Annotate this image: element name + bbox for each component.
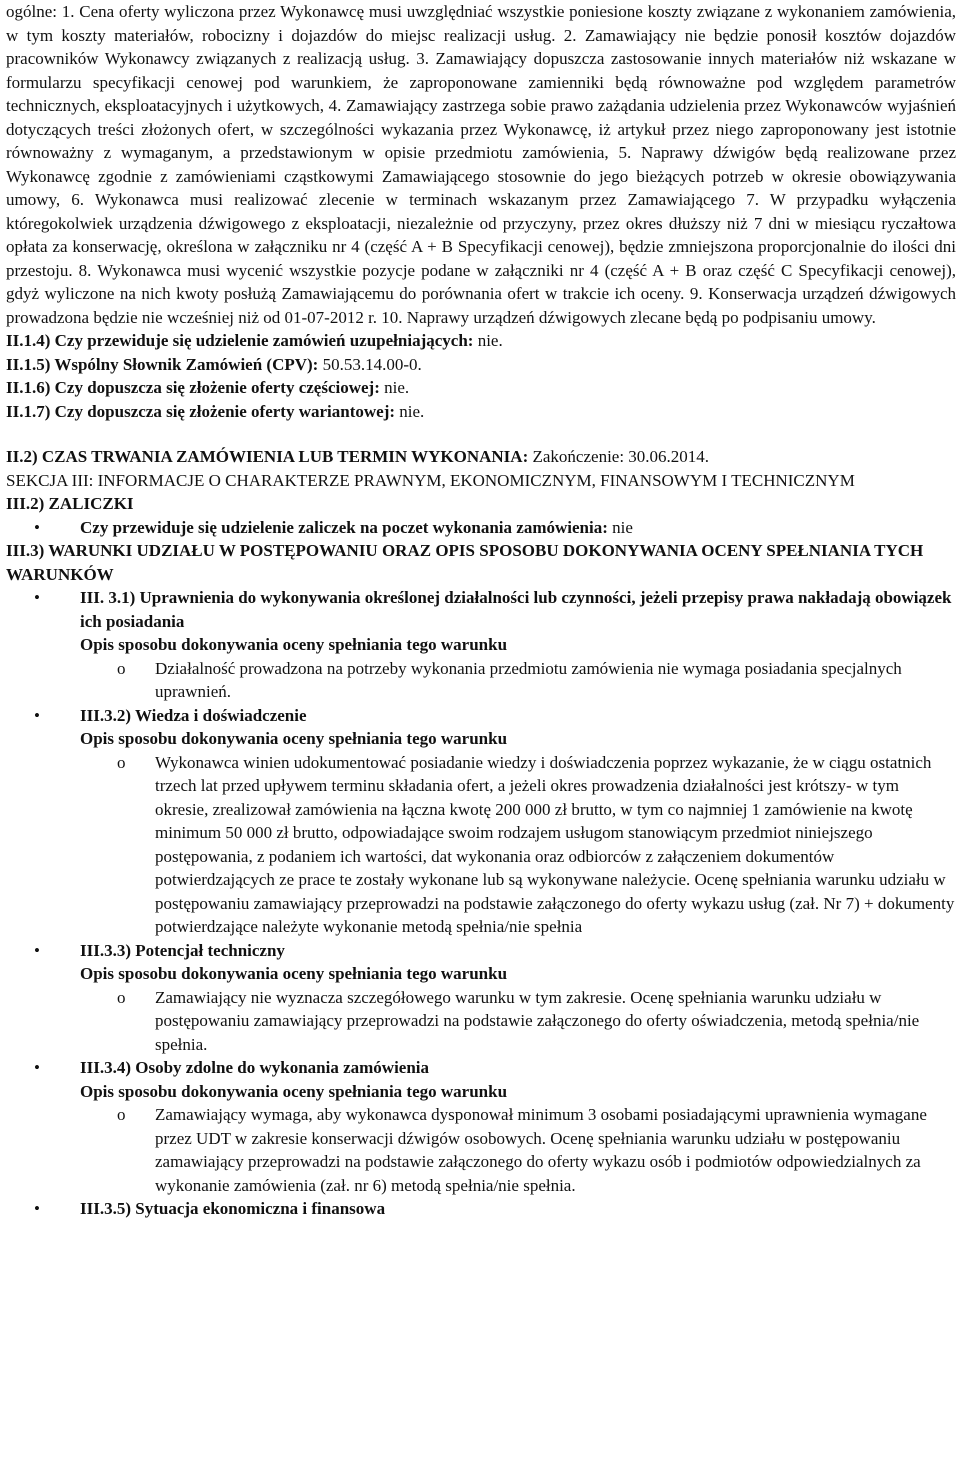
field-cpv (6, 353, 956, 377)
list-item (6, 516, 956, 540)
sub-bullet-marker: o (117, 658, 126, 678)
method-label: Opis sposobu dokonywania oceny spełniania tego warunku (80, 1081, 508, 1101)
field-label: II.1.7) Czy dopuszcza się złożenie oferty wariantowej: (6, 401, 396, 421)
method-label: Opis sposobu dokonywania oceny spełniania tego warunku (80, 964, 508, 983)
list-item (6, 1103, 956, 1197)
condition-item-personnel (6, 1056, 956, 1197)
field-variant-offer (6, 400, 956, 424)
condition-text: Działalność prowadzona na potrzeby wykonania przedmiotu zamówienia nie wymaga posiadania specjalnych uprawnień. (155, 658, 902, 701)
advances-heading: III.2) ZALICZKI (6, 494, 134, 513)
condition-item-permissions (6, 586, 956, 704)
field-supplementary-orders (6, 329, 956, 353)
document-page (6, 0, 956, 1221)
condition-details (80, 986, 956, 1057)
sub-bullet-marker: o (117, 752, 126, 772)
condition-item-technical (6, 939, 956, 1057)
field-value: nie. (473, 331, 503, 350)
intro-paragraph: ogólne: 1. Cena oferty wyliczona przez Wykonawcę musi uwzględniać wszystkie poniesione koszty związane z wykonaniem zamówienia, w tym koszty materiałów, robocizny i dojazdów do miejsc realizacji usług. 2. Zamawiający nie będzie ponosił kosztów dojazdów pracowników Wykonawcy związanych z realizacją usług. 3. Zamawiający dopuszcza zastosowanie innych materiałów niż wskazane w formularzu specyfikacji cenowej pod warunkiem, że zaproponowane zamienniki będą równoważne pod względem parametrów technicznych, eksploatacyjnych i użytkowych, 4. Zamawiający zastrzega sobie prawo zażądania udzielenia przez Wykonawców wyjaśnień dotyczących treści złożonych ofert, w szczególności wykazania przez Wykonawcę, iż artykuł przez niego zaproponowany jest istotnie równoważny z wymaganym, a przedstawionym w opisie przedmiotu zamówienia, 5. Naprawy dźwigów będą realizowane przez Wykonawcę zgodnie z zamówieniami cząstkowymi Zamawiającego stosownie do jego bieżących potrzeb w okresie obowiązywania umowy, 6. Wykonawca musi realizować zlecenie w terminach wskazanym przez Zamawiającego 7. W przypadku wyłączenia któregokolwiek urządzenia dźwigowego z eksploatacji, niezależnie od przyczyny, przez okres dłuższy niż 7 dni w miesiącu ryczałtowa opłata za konserwację, określona w załączniku nr 4 (część A + B Specyfikacji cenowej), będzie zmniejszona proporcjonalnie do ilości dni przestoju. 8. Wykonawca musi wycenić wszystkie pozycje podane w załączniki nr 4 (część A + B oraz część C Specyfikacji cenowej), gdyż wyliczone na nich kwoty posłużą Zamawiającemu do porównania ofert w trakcie ich oceny. 9. Konserwacja urządzeń dźwigowych prowadzona będzie nie wcześniej niż od 01-07-2012 r. 10. Naprawy urządzeń dźwigowych zlecane będą po podpisaniu umowy. (6, 2, 956, 327)
condition-text: Zamawiający nie wyznacza szczegółowego warunku w tym zakresie. Ocenę spełniania warunku udziału w postępowaniu zamawiający przeprowadzi na podstawie załączonego do oferty oświadczenia, metodą spełnia/nie spełnia. (155, 987, 920, 1054)
duration-value: Zakończenie: 30.06.2014. (528, 447, 710, 466)
duration-label: II.2) CZAS TRWANIA ZAMÓWIENIA LUB TERMIN WYKONANIA: (6, 447, 529, 466)
condition-text: Wykonawca winien udokumentować posiadanie wiedzy i doświadczenia poprzez wykazanie, że w ciągu ostatnich trzech lat przed upływem terminu składania ofert, a jeżeli okres prowadzenia działalności jest krótszy- w tym okresie, zrealizował zamówienia na łączna kwotę 200 000 zł brutto, w tym co najmniej 1 zamówienie na kwotę minimum 50 000 zł brutto, odpowiadające swoim rodzajem usługom stanowiącym przedmiot niniejszego postępowania, z podaniem ich wartości, dat wykonania oraz odbiorców z załączeniem dokumentów potwierdzających ze prace te zostały wykonane lub są wykonywane należycie. Ocenę spełniania warunku udziału w postępowaniu zamawiający przeprowadzi na podstawie załączonego do oferty wykazu usług (zał. Nr 7) + dokumenty potwierdzające należyte wykonanie metodą spełnia/nie spełnia (155, 752, 955, 936)
condition-item-financial (6, 1197, 956, 1221)
spacer (6, 423, 956, 445)
field-label: II.1.4) Czy przewiduje się udzielenie zamówień uzupełniających: (6, 331, 474, 350)
section-3-title: SEKCJA III: INFORMACJE O CHARAKTERZE PRAWNYM, EKONOMICZNYM, FINANSOWYM I TECHNICZNYM (6, 470, 855, 490)
condition-title: • III.3.5) Sytuacja ekonomiczna i finansowa (80, 1199, 386, 1218)
advances-answer: nie (607, 517, 633, 537)
method-label: Opis sposobu dokonywania oceny spełniania tego warunku (80, 729, 508, 748)
sub-bullet-marker: o (117, 987, 126, 1007)
conditions-heading: III.3) WARUNKI UDZIAŁU W POSTĘPOWANIU ORAZ OPIS SPOSOBU DOKONYWANIA OCENY SPEŁNIANIA TYCH WARUNKÓW (6, 541, 924, 584)
advances-question: Czy przewiduje się udzielenie zaliczek na poczet wykonania zamówienia: (80, 517, 608, 537)
field-value: nie. (395, 401, 425, 421)
condition-title: • III. 3.1) Uprawnienia do wykonywania określonej działalności lub czynności, jeżeli przepisy prawa nakładają obowiązek ich posiadania (80, 588, 952, 631)
method-label: Opis sposobu dokonywania oceny spełniania tego warunku (80, 635, 508, 654)
sub-bullet-marker: o (117, 1105, 126, 1124)
condition-details (80, 657, 956, 704)
field-label: II.1.6) Czy dopuszcza się złożenie oferty częściowej: (6, 378, 380, 397)
field-value: 50.53.14.00-0. (318, 354, 422, 374)
conditions-list (6, 586, 956, 1221)
condition-title: • III.3.4) Osoby zdolne do wykonania zamówienia (80, 1058, 430, 1077)
field-partial-offer (6, 376, 956, 400)
condition-details (80, 1103, 956, 1197)
duration-line (6, 445, 956, 469)
field-label: II.1.5) Wspólny Słownik Zamówień (CPV): (6, 354, 319, 374)
condition-item-experience (6, 704, 956, 939)
list-item (6, 986, 956, 1057)
field-value: nie. (379, 378, 410, 397)
condition-title: • III.3.3) Potencjał techniczny (80, 940, 285, 960)
list-item (6, 751, 956, 939)
list-item (6, 657, 956, 704)
condition-title: • III.3.2) Wiedza i doświadczenie (80, 705, 307, 725)
condition-details (80, 751, 956, 939)
advances-list (6, 516, 956, 540)
condition-text: Zamawiający wymaga, aby wykonawca dysponował minimum 3 osobami posiadającymi uprawnienia wymagane przez UDT w zakresie konserwacji dźwigów osobowych. Ocenę spełniania warunku udziału w postępowaniu zamawiający przeprowadzi na podstawie załączonego do oferty wykazu osób i podmiotów odpowiedzialnych za wykonanie zamówienia (zał. nr 6) metodą spełnia/nie spełnia. (155, 1105, 927, 1195)
